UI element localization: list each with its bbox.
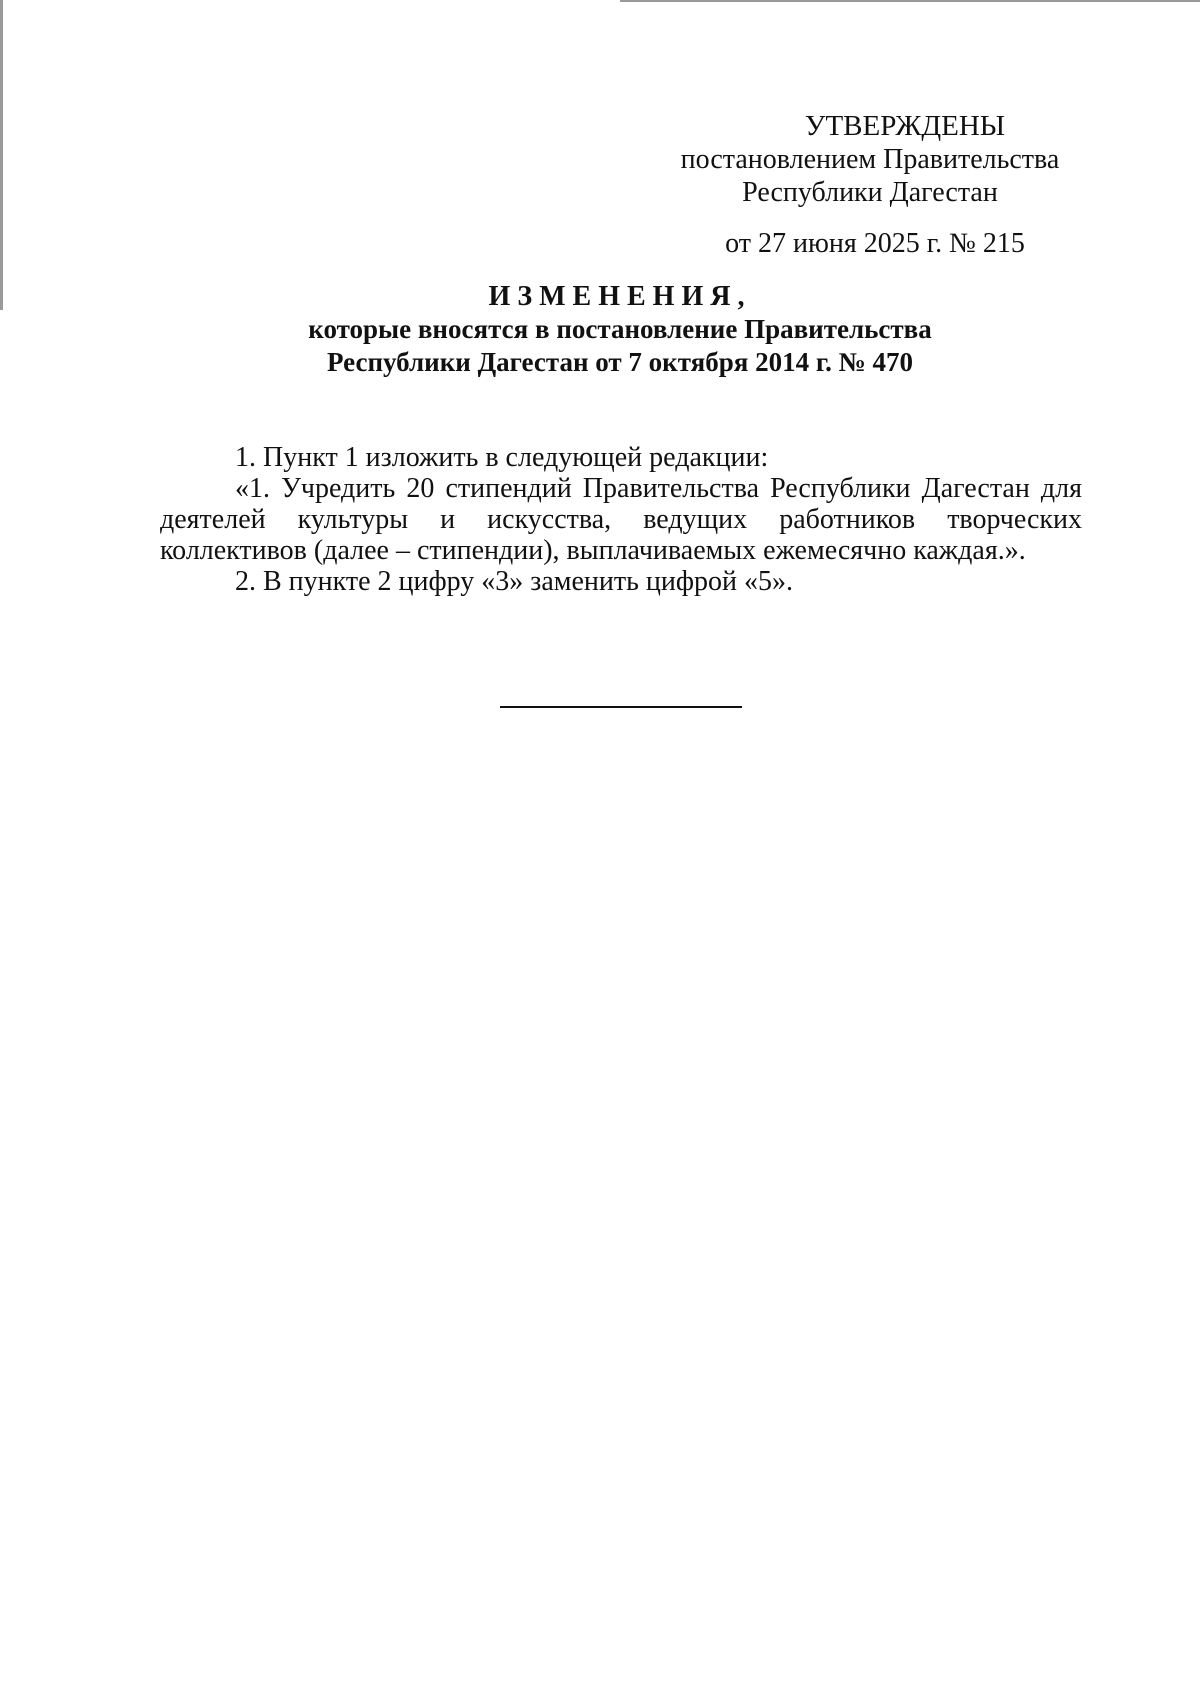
title-line-2: Республики Дагестан от 7 октября 2014 г. № 470 xyxy=(327,347,913,377)
approval-line-2: Республики Дагестан xyxy=(742,177,998,208)
approval-line-1: постановлением Правительства xyxy=(680,144,1060,175)
scan-edge-top xyxy=(620,0,1200,2)
scan-edge-left xyxy=(0,0,3,310)
document-body xyxy=(160,442,1082,597)
paragraph-2: «1. Учредить 20 стипендий Правительства Республики Дагестан для деятелей культуры и искусства, ведущих работников творческих коллективов (далее – стипендии), выплачиваемых ежемесячно каждая.». xyxy=(160,473,1082,566)
document-title xyxy=(200,280,1040,379)
title-heading: ИЗМЕНЕНИЯ, xyxy=(488,281,752,312)
approval-date: от 27 июня 2025 г. № 215 xyxy=(725,228,1025,259)
approved-label: УТВЕРЖДЕНЫ xyxy=(804,110,1006,142)
end-divider xyxy=(500,706,742,708)
paragraph-3: 2. В пункте 2 цифру «3» заменить цифрой «5». xyxy=(235,566,793,597)
title-line-1: которые вносятся в постановление Правительства xyxy=(308,314,932,344)
paragraph-1: 1. Пункт 1 изложить в следующей редакции: xyxy=(235,442,769,473)
approval-stamp xyxy=(640,110,1100,260)
